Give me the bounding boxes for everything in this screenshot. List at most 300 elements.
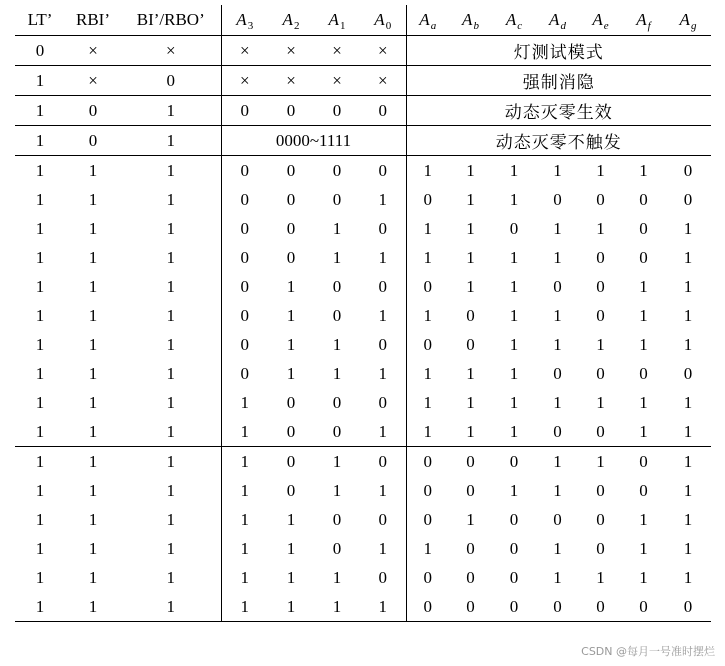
cell-output: 0: [536, 592, 579, 622]
cell-output: 0: [683, 363, 693, 383]
cell-output: 1: [596, 392, 605, 412]
cell-input: 0: [286, 160, 296, 180]
cell-control: 1: [121, 301, 221, 330]
cell-output: 0: [466, 480, 475, 500]
cell-input: 0: [332, 392, 342, 412]
cell-output: 0: [423, 189, 432, 209]
cell-control: 1: [15, 592, 65, 622]
table-row: [15, 301, 711, 330]
cell-output: 1: [553, 305, 562, 325]
table-row: [15, 476, 711, 505]
cell-input: 0: [286, 189, 296, 209]
cell-output: 0: [466, 451, 475, 471]
cell-output: 1: [683, 451, 693, 471]
cell-input: 1: [360, 476, 406, 505]
cell-input: 0: [240, 189, 249, 209]
cell-rbi: 0: [65, 126, 121, 156]
cell-input: 1: [286, 276, 296, 296]
cell-inputs-range: 0000~1111: [221, 126, 406, 156]
table-row: [15, 417, 711, 447]
cell-output: 1: [639, 305, 648, 325]
cell-output: 0: [553, 363, 562, 383]
cell-output: 1: [509, 160, 519, 180]
cell-control: 1: [121, 592, 221, 622]
cell-output: 1: [423, 363, 432, 383]
cell-output: 0: [596, 509, 605, 529]
cell-input: 1: [268, 592, 314, 622]
cell-output: 1: [683, 218, 693, 238]
cell-output: 1: [553, 392, 562, 412]
cell-output: 1: [683, 509, 693, 529]
cell-output: 0: [553, 189, 562, 209]
cell-input: 0: [332, 509, 342, 529]
cell-input: 1: [221, 592, 268, 622]
cell-control: 1: [121, 359, 221, 388]
header-input-base: A: [236, 10, 247, 29]
cell-output: 1: [553, 451, 562, 471]
cell-input: 1: [360, 592, 406, 622]
cell-control: 1: [88, 276, 98, 296]
cell-output: 1: [553, 567, 562, 587]
cell-output: 1: [509, 334, 519, 354]
cell-output: 1: [683, 392, 693, 412]
cell-output: 1: [466, 160, 475, 180]
cell-output: 0: [423, 567, 432, 587]
cell-input: 0: [268, 96, 314, 126]
cell-output: 1: [509, 276, 519, 296]
cell-output: 0: [579, 417, 622, 447]
table-row: [15, 214, 711, 243]
header-output-sub: a: [430, 20, 437, 32]
cell-input: 1: [286, 363, 296, 383]
cell-control: 1: [121, 388, 221, 417]
cell-output: 0: [596, 276, 605, 296]
cell-output: 1: [596, 567, 605, 587]
cell-input: 0: [286, 392, 296, 412]
cell-output: 0: [596, 363, 605, 383]
cell-output: 1: [423, 247, 432, 267]
cell-input: ×: [268, 66, 314, 96]
cell-output: 1: [466, 392, 475, 412]
cell-output: 0: [639, 480, 648, 500]
cell-input: 0: [360, 96, 406, 126]
cell-input: ×: [221, 66, 268, 96]
header-output-base: A: [462, 10, 473, 29]
cell-control: 1: [88, 189, 98, 209]
cell-input: 1: [332, 218, 342, 238]
cell-input: 1: [240, 567, 249, 587]
header-input-sub: 2: [293, 20, 300, 32]
header-input-base: A: [282, 10, 293, 29]
cell-input: 1: [286, 538, 296, 558]
cell-output: 1: [466, 509, 475, 529]
truth-table: [15, 5, 711, 622]
cell-input: ×: [360, 36, 406, 66]
cell-input: 0: [286, 451, 296, 471]
cell-control: 1: [121, 476, 221, 505]
cell-input: 0: [286, 218, 296, 238]
header-output-d: [536, 5, 579, 36]
cell-input: 1: [360, 185, 406, 214]
header-output-base: A: [592, 10, 603, 29]
mode-row: [15, 36, 711, 66]
cell-input: ×: [360, 66, 406, 96]
cell-output: 0: [639, 189, 648, 209]
cell-input: 1: [332, 334, 342, 354]
cell-lt: 1: [15, 126, 65, 156]
header-input-sub: 3: [247, 20, 254, 32]
cell-control: 1: [88, 218, 98, 238]
cell-input: 0: [360, 272, 406, 301]
header-output-a: [406, 5, 449, 36]
cell-rbi: 0: [65, 96, 121, 126]
cell-input: 0: [286, 480, 296, 500]
header-output-base: A: [419, 10, 430, 29]
cell-control: 1: [121, 185, 221, 214]
cell-output: 1: [596, 218, 605, 238]
header-output-base: A: [505, 10, 517, 29]
header-input-sub: 1: [339, 20, 346, 32]
cell-output: 0: [639, 363, 648, 383]
table-row: [15, 359, 711, 388]
cell-control: 1: [35, 334, 45, 354]
cell-output: 0: [553, 276, 562, 296]
cell-output: 0: [596, 247, 605, 267]
cell-output: 0: [423, 480, 432, 500]
cell-output: 0: [509, 567, 519, 587]
cell-input: 0: [286, 247, 296, 267]
header-input-base: A: [328, 10, 339, 29]
table-row: [15, 272, 711, 301]
cell-control: 1: [35, 189, 45, 209]
header-input-2: [268, 5, 314, 36]
cell-input: 1: [240, 538, 249, 558]
cell-output: 0: [683, 160, 693, 180]
cell-control: 1: [88, 334, 98, 354]
cell-output: 1: [683, 567, 693, 587]
cell-output: 0: [579, 592, 622, 622]
cell-output: 1: [423, 305, 432, 325]
cell-input: 1: [360, 301, 406, 330]
cell-control: 1: [88, 480, 98, 500]
cell-lt: 1: [15, 66, 65, 96]
cell-input: 0: [332, 160, 342, 180]
cell-control: 1: [35, 305, 45, 325]
cell-output: 1: [639, 334, 648, 354]
cell-input: 0: [221, 96, 268, 126]
cell-output: 0: [596, 538, 605, 558]
cell-control: 1: [121, 243, 221, 272]
cell-input: 1: [360, 359, 406, 388]
cell-input: ×: [314, 66, 360, 96]
header-output-base: A: [549, 10, 560, 29]
cell-output: 0: [406, 592, 449, 622]
cell-input: 1: [221, 417, 268, 447]
cell-output: 1: [423, 218, 432, 238]
header-output-base: A: [636, 10, 647, 29]
cell-control: 1: [35, 567, 45, 587]
cell-input: 1: [240, 509, 249, 529]
cell-input: 1: [240, 392, 249, 412]
header-output-sub: d: [560, 20, 566, 32]
table-row: [15, 185, 711, 214]
cell-output: 0: [622, 592, 665, 622]
cell-output: 1: [423, 160, 432, 180]
cell-output: 1: [683, 305, 693, 325]
cell-output: 1: [639, 392, 648, 412]
cell-output: 1: [683, 276, 693, 296]
header-output-c: [492, 5, 536, 36]
header-input-base: A: [374, 10, 385, 29]
cell-output: 0: [639, 451, 648, 471]
cell-input: 1: [286, 509, 296, 529]
cell-bi: 0: [121, 66, 221, 96]
cell-input: 1: [332, 451, 342, 471]
cell-output: 1: [509, 247, 519, 267]
header-output-sub: f: [647, 20, 651, 32]
cell-output: 0: [665, 592, 711, 622]
header-input-0: [360, 5, 406, 36]
cell-control: 1: [121, 214, 221, 243]
cell-control: 1: [35, 392, 45, 412]
header-input-sub: 0: [385, 20, 392, 32]
cell-input: 0: [314, 96, 360, 126]
cell-control: 1: [121, 534, 221, 563]
cell-output: 0: [509, 509, 519, 529]
header-bi-rbo: BI’/RBO’: [121, 5, 221, 36]
cell-output: 1: [509, 392, 519, 412]
cell-control: 1: [88, 363, 98, 383]
cell-control: 1: [65, 592, 121, 622]
cell-output: 0: [466, 538, 475, 558]
cell-output: 0: [492, 592, 536, 622]
cell-output: 1: [553, 247, 562, 267]
cell-input: 0: [360, 563, 406, 592]
cell-output: 1: [683, 247, 693, 267]
table-row: [15, 592, 711, 622]
cell-output: 1: [683, 334, 693, 354]
cell-input: 0: [360, 330, 406, 359]
cell-control: 1: [88, 392, 98, 412]
header-input-1: [314, 5, 360, 36]
cell-output: 1: [509, 363, 519, 383]
table-body: [15, 36, 711, 622]
cell-input: 1: [286, 567, 296, 587]
watermark: CSDN @每月一号准时摆烂: [581, 645, 715, 658]
table-row: [15, 156, 711, 186]
cell-bi: 1: [121, 126, 221, 156]
cell-output: 1: [423, 392, 432, 412]
cell-output: 1: [553, 334, 562, 354]
cell-control: 1: [35, 480, 45, 500]
header-output-f: [622, 5, 665, 36]
cell-input: 1: [286, 334, 296, 354]
cell-control: 1: [121, 417, 221, 447]
cell-control: 1: [88, 451, 98, 471]
cell-output: 1: [639, 567, 648, 587]
cell-mode-description: 强制消隐: [406, 66, 711, 96]
cell-input: 0: [332, 189, 342, 209]
cell-input: 0: [240, 305, 249, 325]
cell-input: 0: [360, 156, 406, 186]
cell-output: 0: [596, 305, 605, 325]
cell-rbi: ×: [65, 66, 121, 96]
cell-control: 1: [35, 509, 45, 529]
cell-control: 1: [121, 563, 221, 592]
cell-output: 0: [466, 305, 475, 325]
cell-control: 1: [121, 156, 221, 186]
cell-output: 0: [466, 334, 475, 354]
table-row: [15, 447, 711, 477]
cell-control: 1: [121, 447, 221, 477]
cell-output: 1: [553, 480, 562, 500]
cell-control: 1: [88, 509, 98, 529]
cell-output: 1: [466, 189, 475, 209]
cell-control: 1: [88, 538, 98, 558]
cell-input: 1: [332, 247, 342, 267]
cell-mode-description: 灯测试模式: [406, 36, 711, 66]
header-input-3: [221, 5, 268, 36]
cell-output: 1: [683, 480, 693, 500]
cell-input: 1: [360, 417, 406, 447]
cell-input: 0: [240, 160, 249, 180]
cell-control: 1: [88, 247, 98, 267]
cell-output: 1: [509, 480, 519, 500]
cell-control: 1: [15, 417, 65, 447]
table-header: [15, 5, 711, 36]
cell-control: 1: [88, 160, 98, 180]
cell-control: 1: [35, 363, 45, 383]
cell-input: 1: [360, 243, 406, 272]
cell-output: 1: [509, 189, 519, 209]
cell-lt: 0: [15, 36, 65, 66]
cell-output: 1: [596, 160, 605, 180]
cell-control: 1: [121, 272, 221, 301]
cell-output: 0: [683, 189, 693, 209]
cell-input: 0: [332, 305, 342, 325]
table-row: [15, 534, 711, 563]
table-row: [15, 563, 711, 592]
cell-input: 1: [332, 363, 342, 383]
cell-rbi: ×: [65, 36, 121, 66]
header-output-sub: e: [603, 20, 609, 32]
cell-bi: 1: [121, 96, 221, 126]
cell-mode-description: 动态灭零生效: [406, 96, 711, 126]
cell-output: 0: [423, 276, 432, 296]
header-output-sub: g: [690, 20, 697, 32]
cell-output: 1: [639, 538, 648, 558]
cell-input: 0: [240, 363, 249, 383]
cell-output: 0: [509, 218, 519, 238]
cell-output: 1: [466, 363, 475, 383]
cell-input: 0: [314, 417, 360, 447]
cell-output: 0: [449, 592, 492, 622]
cell-output: 1: [596, 334, 605, 354]
mode-row: [15, 96, 711, 126]
cell-output: 0: [423, 334, 432, 354]
header-output-e: [579, 5, 622, 36]
cell-input: 0: [360, 505, 406, 534]
table-row: [15, 330, 711, 359]
cell-control: 1: [35, 218, 45, 238]
cell-output: 0: [639, 247, 648, 267]
cell-input: 0: [240, 334, 249, 354]
cell-input: 0: [332, 276, 342, 296]
cell-output: 1: [665, 417, 711, 447]
cell-input: 0: [268, 417, 314, 447]
cell-output: 1: [492, 417, 536, 447]
cell-output: 1: [622, 417, 665, 447]
cell-control: 1: [65, 417, 121, 447]
cell-output: 0: [536, 417, 579, 447]
cell-output: 1: [639, 276, 648, 296]
cell-control: 1: [35, 160, 45, 180]
header-output-g: [665, 5, 711, 36]
cell-output: 1: [639, 160, 648, 180]
cell-output: 1: [596, 451, 605, 471]
cell-output: 1: [466, 247, 475, 267]
cell-output: 0: [423, 451, 432, 471]
cell-output: 0: [423, 509, 432, 529]
cell-output: 1: [639, 509, 648, 529]
cell-input: ×: [314, 36, 360, 66]
cell-input: 1: [332, 480, 342, 500]
cell-output: 0: [466, 567, 475, 587]
header-output-base: A: [679, 10, 690, 29]
cell-output: 1: [406, 417, 449, 447]
table-row: [15, 243, 711, 272]
table-row: [15, 388, 711, 417]
cell-output: 1: [449, 417, 492, 447]
cell-control: 1: [88, 305, 98, 325]
table-row: [15, 505, 711, 534]
cell-output: 1: [466, 276, 475, 296]
cell-output: 1: [553, 160, 562, 180]
cell-output: 0: [596, 480, 605, 500]
cell-input: 0: [360, 388, 406, 417]
cell-input: 0: [332, 538, 342, 558]
cell-output: 0: [553, 509, 562, 529]
header-row: [15, 5, 711, 36]
cell-input: 1: [240, 480, 249, 500]
cell-input: ×: [221, 36, 268, 66]
cell-control: 1: [35, 276, 45, 296]
cell-control: 1: [35, 538, 45, 558]
cell-input: 1: [286, 305, 296, 325]
mode-row: [15, 66, 711, 96]
header-output-sub: b: [473, 20, 479, 32]
cell-output: 0: [509, 538, 519, 558]
cell-output: 1: [683, 538, 693, 558]
header-rbi: RBI’: [65, 5, 121, 36]
cell-input: 0: [360, 447, 406, 477]
cell-output: 0: [596, 189, 605, 209]
cell-control: 1: [35, 247, 45, 267]
cell-control: 1: [88, 567, 98, 587]
cell-input: 0: [240, 276, 249, 296]
cell-input: 1: [332, 567, 342, 587]
mode-row: [15, 126, 711, 156]
cell-control: 1: [121, 330, 221, 359]
cell-control: 1: [35, 451, 45, 471]
cell-output: 0: [509, 451, 519, 471]
cell-input: 1: [314, 592, 360, 622]
cell-bi: ×: [121, 36, 221, 66]
header-output-b: [449, 5, 492, 36]
cell-mode-description: 动态灭零不触发: [406, 126, 711, 156]
cell-input: ×: [268, 36, 314, 66]
cell-control: 1: [121, 505, 221, 534]
